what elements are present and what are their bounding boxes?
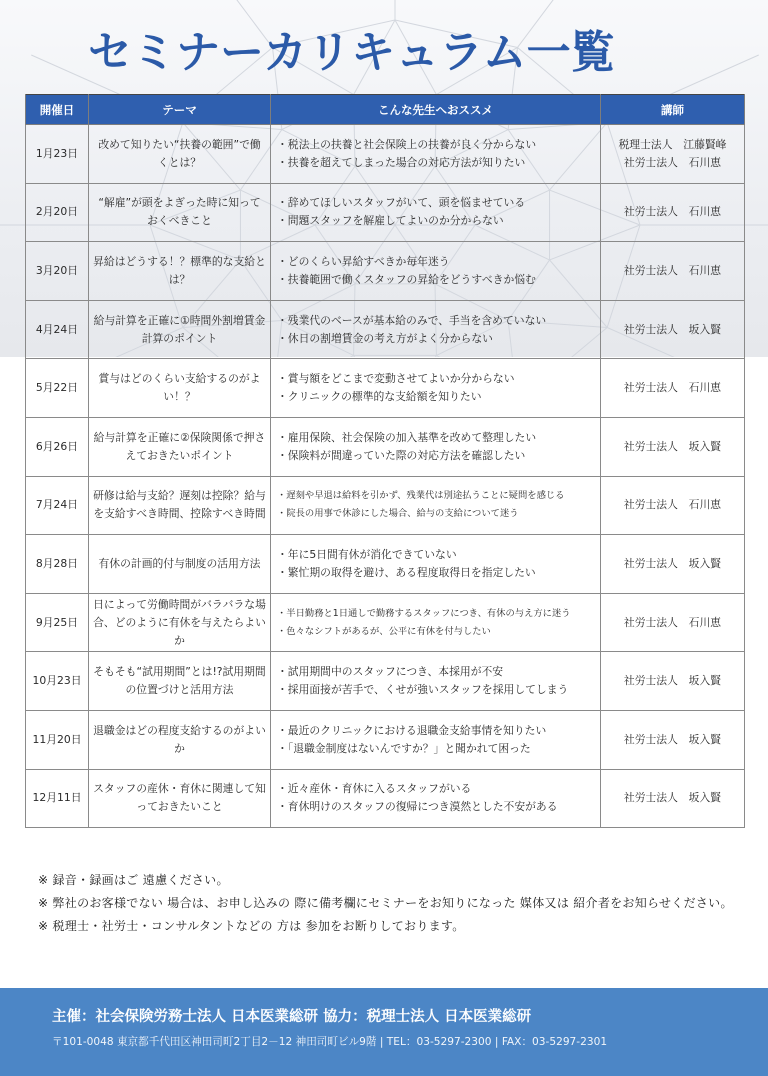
- note-non-client: ※ 弊社のお客様でない 場合は、お申し込みの 際に備考欄にセミナーをお知りになった 媒体又は 紹介者をお知らせください。: [38, 896, 733, 910]
- recommendation-point: ・辞めてほしいスタッフがいて、頭を悩ませている: [277, 196, 526, 210]
- page-title: セミナーカリキュラム一覧: [88, 27, 615, 78]
- lecturer-cell: [601, 417, 745, 476]
- header-date: 開催日: [26, 95, 89, 125]
- lecturer-name: 社労士法人 坂入賢: [623, 556, 722, 570]
- lecturer-cell: [601, 535, 745, 594]
- theme-cell: そもそも“試用期間”とは!?試用期間の位置づけと活用方法: [89, 652, 271, 711]
- curriculum-table: [25, 94, 745, 828]
- date-cell: 7月24日: [26, 476, 89, 535]
- table-row: [26, 183, 745, 242]
- theme-cell: 給与計算を正確に②保険関係で押さえておきたいポイント: [89, 417, 271, 476]
- date-cell: 11月20日: [26, 710, 89, 769]
- recommendation-point: ・遅刻や早退は給料を引かず、残業代は別途払うことに疑問を感じる: [277, 490, 565, 502]
- recommendation-point: ・税法上の扶養と社会保険上の扶養が良く分からない: [277, 137, 537, 151]
- recommendation-cell: [271, 535, 601, 594]
- recommendation-point: ・「退職金制度はないんですか？」と聞かれて困った: [277, 741, 531, 755]
- table-row: [26, 769, 745, 828]
- recommendation-point: ・色々なシフトがあるが、公平に有休を付与したい: [277, 625, 491, 637]
- theme-cell: 昇給はどうする！？標準的な支給とは？: [89, 242, 271, 301]
- lecturer-cell: [601, 183, 745, 242]
- recommendation-cell: [271, 359, 601, 418]
- recommendation-point: ・年に5日間有休が消化できていない: [277, 547, 457, 561]
- footer-address: 〒101-0048 東京都千代田区神田司町2丁目2－12 神田司町ビル9階 | TEL：03-5297-2300 | FAX：03-5297-2301: [52, 1036, 608, 1048]
- theme-cell: “解雇”が頭をよぎった時に知っておくべきこと: [89, 183, 271, 242]
- recommendation-point: ・最近のクリニックにおける退職金支給事情を知りたい: [277, 723, 547, 737]
- theme-cell: 給与計算を正確に①時間外割増賃金計算のポイント: [89, 300, 271, 359]
- recommendation-cell: [271, 476, 601, 535]
- footer: [0, 988, 768, 1076]
- lecturer-cell: [601, 593, 745, 652]
- table-row: [26, 476, 745, 535]
- date-cell: 3月20日: [26, 242, 89, 301]
- recommendation-point: ・どのくらい昇給すべきか毎年迷う: [277, 254, 450, 268]
- date-cell: 4月24日: [26, 300, 89, 359]
- theme-cell: 日によって労働時間がバラバラな場合、どのように有休を与えたらよいか: [89, 593, 271, 652]
- table-row: [26, 535, 745, 594]
- lecturer-cell: [601, 476, 745, 535]
- recommendation-cell: [271, 183, 601, 242]
- table-row: [26, 652, 745, 711]
- recommendation-point: ・雇用保険、社会保険の加入基準を改めて整理したい: [277, 430, 537, 444]
- recommendation-point: ・繁忙期の取得を避け、ある程度取得日を指定したい: [277, 565, 536, 579]
- recommendation-point: ・残業代のベースが基本給のみで、手当を含めていない: [277, 313, 547, 327]
- lecturer-cell: [601, 359, 745, 418]
- recommendation-point: ・扶養範囲で働くスタッフの昇給をどうすべきか悩む: [277, 272, 536, 286]
- note-recording: ※ 録音・録画はご 遠慮ください。: [38, 873, 229, 887]
- theme-cell: 研修は給与支給？遅刻は控除？給与を支給すべき時間、控除すべき時間: [89, 476, 271, 535]
- table-body: [26, 125, 745, 828]
- lecturer-name: 社労士法人 坂入賢: [623, 674, 722, 688]
- lecturer-cell: [601, 769, 745, 828]
- lecturer-cell: [601, 710, 745, 769]
- table-row: [26, 417, 745, 476]
- date-cell: 12月11日: [26, 769, 89, 828]
- lecturer-name: 社労士法人 石川恵: [623, 615, 722, 629]
- lecturer-name: 社労士法人 坂入賢: [623, 732, 722, 746]
- recommendation-point: ・採用面接が苦手で、くせが強いスタッフを採用してしまう: [277, 683, 569, 697]
- table-row: [26, 593, 745, 652]
- header-recommendation: こんな先生へおススメ: [271, 95, 601, 125]
- theme-cell: 有休の計画的付与制度の活用方法: [89, 535, 271, 594]
- recommendation-cell: [271, 300, 601, 359]
- recommendation-cell: [271, 652, 601, 711]
- lecturer-name: 社労士法人 石川恵: [623, 155, 722, 169]
- theme-cell: 改めて知りたい“扶養の範囲”で働くとは？: [89, 125, 271, 184]
- recommendation-point: ・院長の用事で休診にした場合、給与の支給について迷う: [277, 508, 519, 520]
- lecturer-name: 社労士法人 坂入賢: [623, 791, 722, 805]
- recommendation-point: ・試用期間中のスタッフにつき、本採用が不安: [277, 665, 504, 679]
- lecturer-name: 税理士法人 江藤賢峰: [618, 137, 727, 151]
- lecturer-name: 社労士法人 石川恵: [623, 381, 722, 395]
- table-row: [26, 300, 745, 359]
- theme-cell: 賞与はどのくらい支給するのがよい！？: [89, 359, 271, 418]
- theme-cell: スタッフの産休・育休に関連して知っておきたいこと: [89, 769, 271, 828]
- table-row: [26, 710, 745, 769]
- table-header-row: [26, 95, 745, 125]
- header-theme: テーマ: [89, 95, 271, 125]
- notes: [38, 869, 750, 938]
- recommendation-point: ・賞与額をどこまで変動させてよいか分からない: [277, 372, 515, 386]
- lecturer-name: 社労士法人 石川恵: [623, 263, 722, 277]
- lecturer-cell: [601, 242, 745, 301]
- table-row: [26, 359, 745, 418]
- date-cell: 10月23日: [26, 652, 89, 711]
- recommendation-cell: [271, 710, 601, 769]
- recommendation-point: ・半日勤務と1日通しで勤務するスタッフにつき、有休の与え方に迷う: [277, 607, 571, 619]
- lecturer-name: 社労士法人 坂入賢: [623, 439, 722, 453]
- footer-organizers: 主催：社会保険労務士法人 日本医業総研 協力：税理士法人 日本医業総研: [52, 1009, 532, 1025]
- lecturer-name: 社労士法人 坂入賢: [623, 322, 722, 336]
- date-cell: 9月25日: [26, 593, 89, 652]
- table-row: [26, 125, 745, 184]
- recommendation-point: ・近々産休・育休に入るスタッフがいる: [277, 782, 472, 796]
- recommendation-cell: [271, 125, 601, 184]
- recommendation-point: ・休日の割増賃金の考え方がよく分からない: [277, 331, 493, 345]
- theme-cell: 退職金はどの程度支給するのがよいか: [89, 710, 271, 769]
- table-row: [26, 242, 745, 301]
- lecturer-cell: [601, 300, 745, 359]
- recommendation-point: ・問題スタッフを解雇してよいのか分からない: [277, 214, 504, 228]
- recommendation-cell: [271, 769, 601, 828]
- recommendation-point: ・育休明けのスタッフの復帰につき漠然とした不安がある: [277, 800, 558, 814]
- recommendation-cell: [271, 417, 601, 476]
- recommendation-cell: [271, 242, 601, 301]
- recommendation-point: ・扶養を超えてしまった場合の対応方法が知りたい: [277, 155, 526, 169]
- date-cell: 1月23日: [26, 125, 89, 184]
- recommendation-point: ・クリニックの標準的な支給額を知りたい: [277, 390, 482, 404]
- lecturer-cell: [601, 125, 745, 184]
- header-lecturer: 講師: [601, 95, 745, 125]
- lecturer-name: 社労士法人 石川恵: [623, 205, 722, 219]
- lecturer-cell: [601, 652, 745, 711]
- date-cell: 5月22日: [26, 359, 89, 418]
- note-professionals: ※ 税理士・社労士・コンサルタントなどの 方は 参加をお断りしております。: [38, 919, 465, 933]
- date-cell: 6月26日: [26, 417, 89, 476]
- lecturer-name: 社労士法人 石川恵: [623, 498, 722, 512]
- recommendation-cell: [271, 593, 601, 652]
- date-cell: 2月20日: [26, 183, 89, 242]
- date-cell: 8月28日: [26, 535, 89, 594]
- recommendation-point: ・保険料が間違っていた際の対応方法を確認したい: [277, 448, 526, 462]
